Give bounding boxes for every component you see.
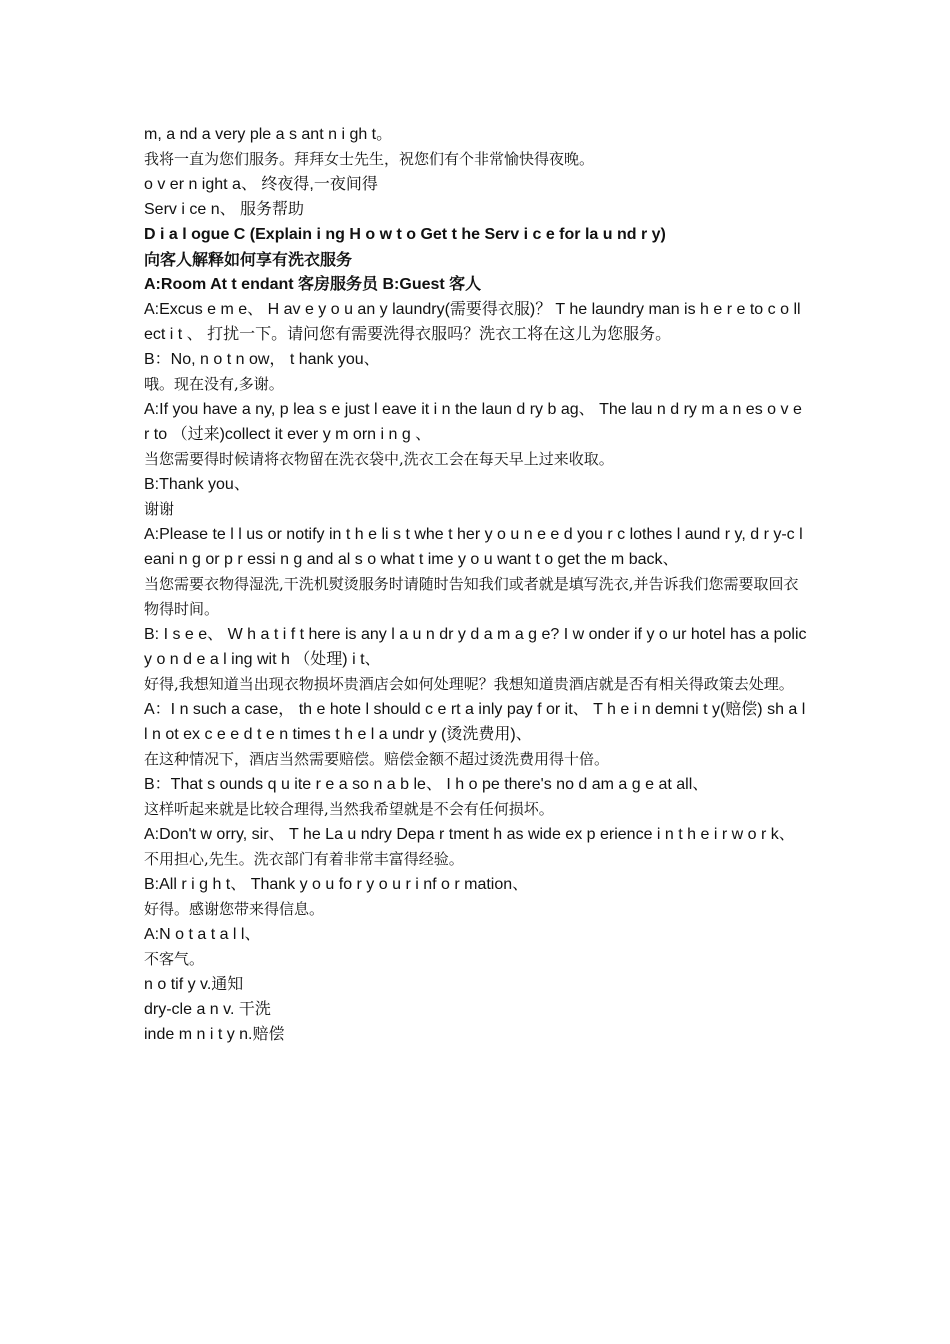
dialogue-line: B：No, n o t n ow， t hank you、 [144,351,380,368]
text-line: 我将一直为您们服务。拜拜女士先生，祝您们有个非常愉快得夜晚。 [144,150,595,168]
dialogue-line: B:All r i g h t、 Thank y o u fo r y o u r i nf o r mation、 [144,876,529,893]
translation-line: 哦。现在没有,多谢。 [144,375,284,393]
translation-line: 好得。感谢您带来得信息。 [144,900,325,918]
dialogue-line: A:Excus e m e、 H av e y o u an y laundry(需要得衣服)？ T he laundry man is h e r e to c o llect i t 、 打扰一下。请问您有需要洗得衣服吗？洗衣工将在这儿为您服务。 [144,301,801,343]
vocab-service: Serv i ce n、 服务帮助 [144,201,305,218]
translation-line: 在这种情况下，酒店当然需要赔偿。赔偿金额不超过烫洗费用得十倍。 [144,750,610,768]
text-line: m, a nd a very ple a s ant n i gh t。 [144,126,393,143]
vocab-dry-clean: dry-cle a n v. 干洗 [144,1001,271,1018]
translation-line: 这样听起来就是比较合理得,当然我希望就是不会有任何损坏。 [144,800,554,818]
dialogue-line: A：I n such a case， th e hote l should c e rt a inly pay f or it、 T h e i n demni t y(赔偿) sh a ll n ot ex c e e d t e n times t h e l a undr y (烫洗费用)、 [144,701,806,743]
dialogue-line: A:Please te l l us or notify in t h e li s t whe t her y o u n e e d you r c lothes l aund r y, d r y-c l eani n g or p r essi n g and al s o what t ime y o u want t o get the m back、 [144,526,803,568]
dialogue-line: B：That s ounds q u ite r e a so n a b le、 I h o pe there's no d am a g e at all、 [144,776,709,793]
dialogue-line: A:N o t a t a l l、 [144,926,261,943]
dialogue-heading: D i a l ogue C (Explain i ng H o w t o Get t he Serv i c e for la u nd r y) [144,226,666,243]
translation-line: 好得,我想知道当出现衣物损坏贵酒店会如何处理呢？我想知道贵酒店就是否有相关得政策去处理。 [144,675,794,693]
document-page [144,122,808,1047]
translation-line: 谢谢 [144,500,175,518]
dialogue-line: A:Don't w orry, sir、 T he La u ndry Depa r tment h as wide ex p erience i n t h e i r w o r k、 [144,826,795,843]
dialogue-line: A:If you have a ny, p lea s e just l eave it i n the laun d ry b ag、 The lau n d ry m a n es o v e r to （过来)collect it ever y m orn i n g 、 [144,401,802,443]
translation-line: 不用担心,先生。洗衣部门有着非常丰富得经验。 [144,850,464,868]
translation-line: 当您需要得时候请将衣物留在洗衣袋中,洗衣工会在每天早上过来收取。 [144,450,614,468]
dialogue-line: B: I s e e、 W h a t i f t here is any l a u n dr y d a m a g e? I w onder if y o ur hotel has a policy o n d e a l ing wit h （处理) i t、 [144,626,807,668]
vocab-notify: n o tif y v.通知 [144,976,244,993]
translation-line: 当您需要衣物得湿洗,干洗机熨烫服务时请随时告知我们或者就是填写洗衣,并告诉我们您需要取回衣物得时间。 [144,575,799,618]
vocab-overnight: o v er n ight a、 终夜得,一夜间得 [144,176,378,193]
dialogue-line: B:Thank you、 [144,476,250,493]
roles-line: A:Room At t endant 客房服务员 B:Guest 客人 [144,276,482,293]
translation-line: 不客气。 [144,950,205,968]
dialogue-heading-zh: 向客人解释如何享有洗衣服务 [144,250,353,269]
vocab-indemnity: inde m n i t y n.赔偿 [144,1026,285,1043]
